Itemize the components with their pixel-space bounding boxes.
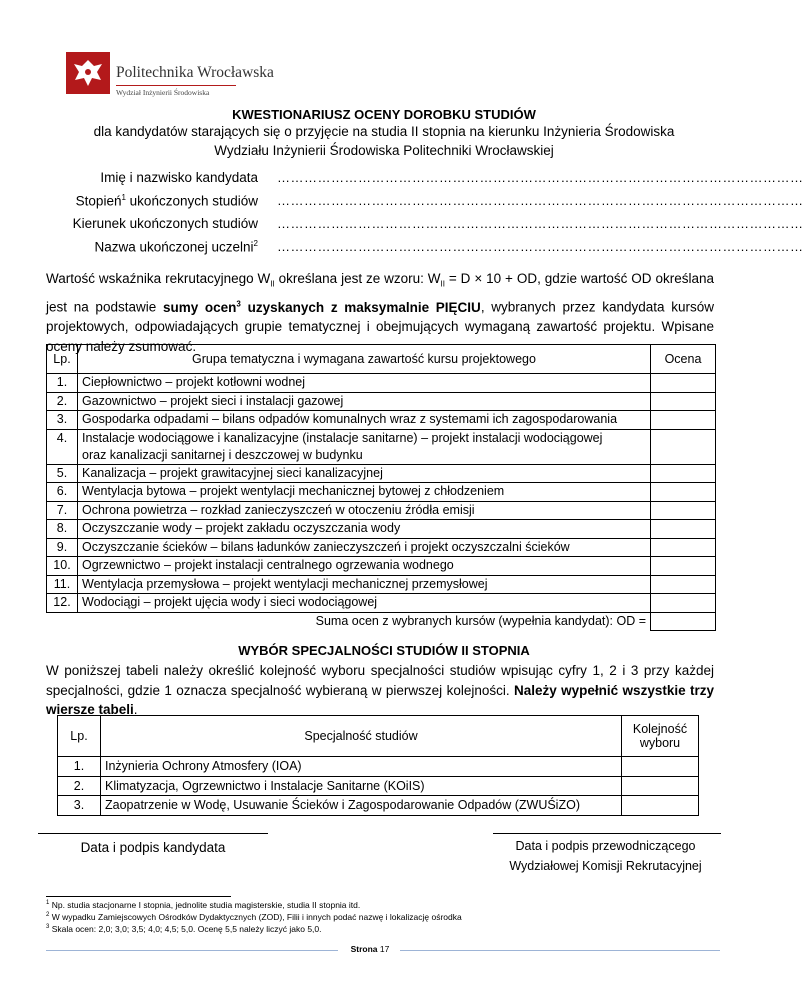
page-number: Strona 17 xyxy=(350,944,390,954)
footer-rule-right xyxy=(400,950,720,951)
subtitle-line-2: Wydziału Inżynierii Środowiska Politechniki Wrocławskiej xyxy=(214,143,554,158)
university-name-field[interactable]: ……………………………………………………………………………………………………… xyxy=(277,239,804,254)
chair-signature-label: Data i podpis przewodniczącego Wydziałowej Komisji Rekrutacyjnej xyxy=(509,839,702,873)
footnote-rule xyxy=(46,896,231,897)
grade-cell[interactable] xyxy=(651,575,716,594)
col-lp: Lp. xyxy=(58,716,101,757)
table-row: 3. Zaopatrzenie w Wodę, Usuwanie Ścieków i Zagospodarowanie Odpadów (ZWUŚiZO) xyxy=(58,796,699,816)
table-row: 2. Gazownictwo – projekt sieci i instalacji gazowej xyxy=(47,392,716,411)
sum-cell[interactable] xyxy=(651,612,716,631)
sum-label: Suma ocen z wybranych kursów (wypełnia kandydat): OD = xyxy=(78,612,651,631)
courses-table xyxy=(46,344,716,631)
table-row: 9. Oczyszczanie ścieków – bilans ładunków zanieczyszczeń i projekt oczyszczalni ścieków xyxy=(47,538,716,557)
table-row: 3. Gospodarka odpadami – bilans odpadów komunalnych wraz z systemami ich zagospodarowania xyxy=(47,411,716,430)
table-row: 6. Wentylacja bytowa – projekt wentylacji mechanicznej bytowej z chłodzeniem xyxy=(47,483,716,502)
field-of-study-label: Kierunek ukończonych studiów xyxy=(72,216,258,231)
specialization-table xyxy=(57,715,699,816)
grade-cell[interactable] xyxy=(651,374,716,393)
col-group: Grupa tematyczna i wymagana zawartość kursu projektowego xyxy=(78,345,651,374)
footnote-1: $^1$ Np. studia stacjonarne I stopnia, jednolite studia magisterskie, studia II stopnia itd. xyxy=(46,900,361,910)
table-row: 1. Inżynieria Ochrony Atmosfery (IOA) xyxy=(58,757,699,777)
document-title: KWESTIONARIUSZ OCENY DOROBKU STUDIÓW xyxy=(232,107,536,122)
table-header xyxy=(47,345,716,374)
sum-row xyxy=(47,612,716,631)
candidate-name-field[interactable]: ……………………………………………………………………………………………………… xyxy=(277,170,804,185)
degree-label: Stopień$^1$ ukończonych studiów xyxy=(75,193,258,209)
table-row: 1. Ciepłownictwo – projekt kotłowni wodnej xyxy=(47,374,716,393)
faculty-name: Wydział Inżynierii Środowiska xyxy=(116,88,210,97)
table-row: 4. Instalacje wodociągowe i kanalizacyjne (instalacje sanitarne) – projekt instalacji wodociągowej oraz kanalizacji sanitarnej i deszczowej w budynku xyxy=(47,429,716,464)
table-row: 5. Kanalizacja – projekt grawitacyjnej sieci kanalizacyjnej xyxy=(47,464,716,483)
degree-field[interactable]: ……………………………………………………………………………………………………… xyxy=(277,193,804,208)
university-logo xyxy=(66,52,274,108)
col-spec: Specjalność studiów xyxy=(101,716,622,757)
table-row: 11. Wentylacja przemysłowa – projekt wentylacji mechanicznej przemysłowej xyxy=(47,575,716,594)
order-cell[interactable] xyxy=(622,796,699,816)
table-row: 12. Wodociągi – projekt ujęcia wody i sieci wodociągowej xyxy=(47,594,716,613)
table-row: 2. Klimatyzacja, Ogrzewnictwo i Instalacje Sanitarne (KOiIS) xyxy=(58,776,699,796)
table-row: 7. Ochrona powietrza – rozkład zanieczyszczeń w otoczeniu źródła emisji xyxy=(47,501,716,520)
grade-cell[interactable] xyxy=(651,429,716,464)
grade-cell[interactable] xyxy=(651,501,716,520)
table-row: 8. Oczyszczanie wody – projekt zakładu oczyszczania wody xyxy=(47,520,716,539)
col-lp: Lp. xyxy=(47,345,78,374)
col-ocena: Ocena xyxy=(651,345,716,374)
candidate-name-label: Imię i nazwisko kandydata xyxy=(100,170,258,185)
candidate-signature-label: Data i podpis kandydata xyxy=(80,840,226,855)
grade-cell[interactable] xyxy=(651,538,716,557)
intro-paragraph: Wartość wskaźnika rekrutacyjnego $W_{II}$ określana jest ze wzoru: $W_{II} = D \times 10$ + OD, gdzie wartość OD określana jest na podstawie sumy ocen$^3$ uzyskanych z maksymalnie PIĘCIU, wybranych przez kandydata kursów projektowych, odpowiadających grupie tematycznej i obejmujących wymaganą zawartość projektu. Wpisane oceny należy zsumować. xyxy=(46,271,714,354)
footer-rule-left xyxy=(46,950,338,951)
grade-cell[interactable] xyxy=(651,483,716,502)
grade-cell[interactable] xyxy=(651,557,716,576)
candidate-signature-line[interactable] xyxy=(38,833,268,834)
grade-cell[interactable] xyxy=(651,464,716,483)
university-name: Politechnika Wrocławska xyxy=(116,64,274,81)
footnote-2: $^2$ W wypadku Zamiejscowych Ośrodków Dydaktycznych (ZOD), Filii i innych podać nazwę i lokalizację ośrodka xyxy=(46,912,462,922)
grade-cell[interactable] xyxy=(651,520,716,539)
col-order: Kolejność wyboru xyxy=(622,716,699,757)
subtitle-line-1: dla kandydatów starających się o przyjęcie na studia II stopnia na kierunku Inżynieria Środowiska xyxy=(93,124,675,139)
specialization-instructions: W poniższej tabeli należy określić kolejność wyboru specjalności studiów wpisując cyfry 1, 2 i 3 przy każdej specjalności, gdzie 1 oznacza specjalność wybieraną w pierwszej kolejności. Należy wypełnić wszystkie trzy wiersze tabeli. xyxy=(46,663,714,717)
order-cell[interactable] xyxy=(622,776,699,796)
field-of-study-field[interactable]: ……………………………………………………………………………………………………… xyxy=(277,216,804,231)
table-row: 10. Ogrzewnictwo – projekt instalacji centralnego ogrzewania wodnego xyxy=(47,557,716,576)
grade-cell[interactable] xyxy=(651,392,716,411)
grade-cell[interactable] xyxy=(651,594,716,613)
eagle-emblem-icon xyxy=(66,52,110,94)
specialization-title: WYBÓR SPECJALNOŚCI STUDIÓW II STOPNIA xyxy=(238,643,530,658)
logo-rule xyxy=(116,85,236,86)
table-header xyxy=(58,716,699,757)
footnote-3: $^3$ Skala ocen: 2,0; 3,0; 3,5; 4,0; 4,5; 5,0. Ocenę 5,5 należy liczyć jako 5,0. xyxy=(46,924,322,934)
university-name-label: Nazwa ukończonej uczelni$^2$ xyxy=(94,239,258,255)
chair-signature-line[interactable] xyxy=(493,833,721,834)
order-cell[interactable] xyxy=(622,757,699,777)
grade-cell[interactable] xyxy=(651,411,716,430)
